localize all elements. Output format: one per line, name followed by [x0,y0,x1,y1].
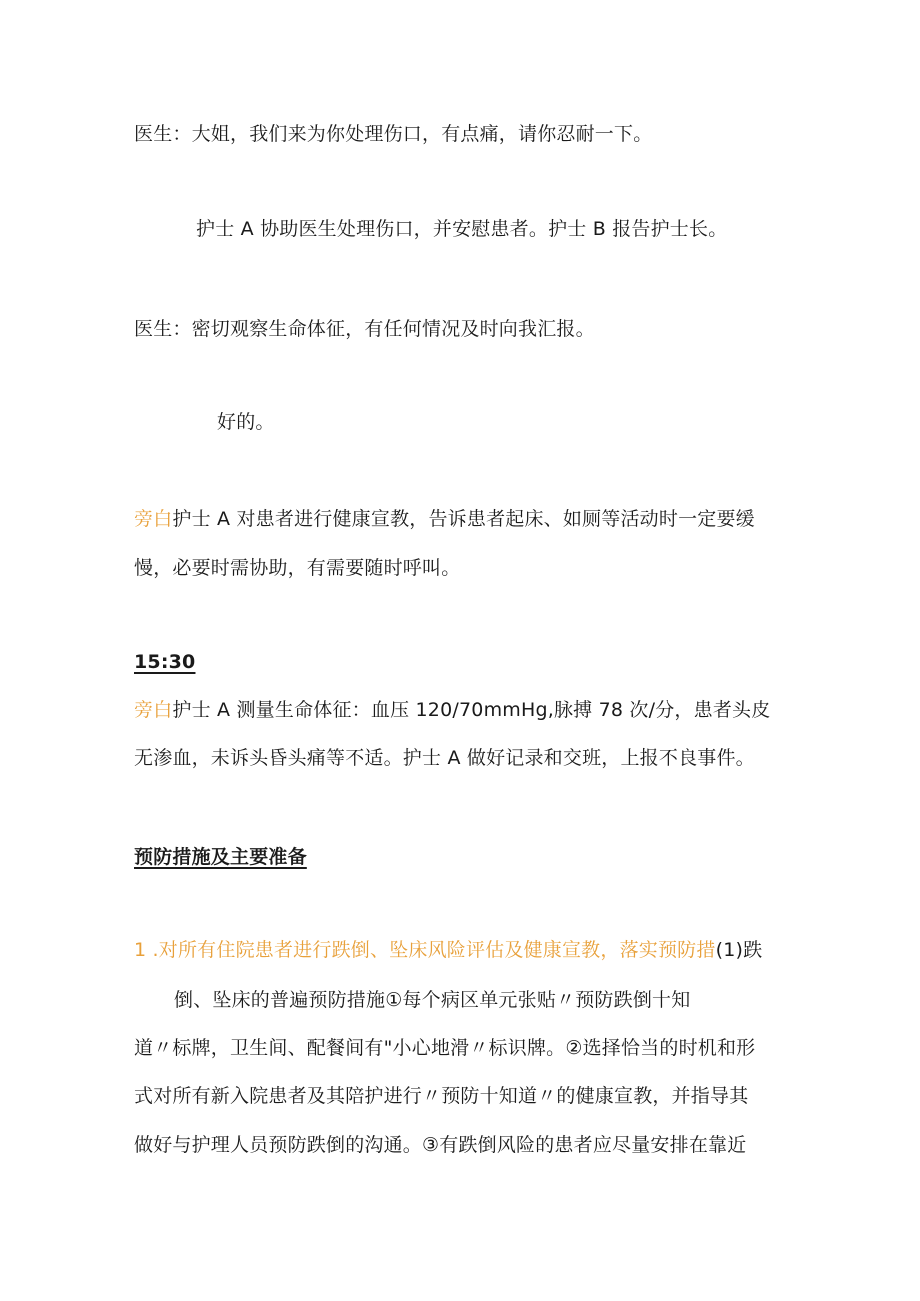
section-title: 预防措施及主要准备 [134,846,307,868]
list-item-1-title: 1 .对所有住院患者进行跌倒、坠床风险评估及健康宣教，落实预防措 [134,939,716,961]
list-item-1-line-5: 做好与护理人员预防跌倒的沟通。③有跌倒风险的患者应尽量安排在靠近 [134,1134,747,1156]
time-heading: 15:30 [134,651,196,673]
narration-paragraph-2-cont: 无渗血，未诉头昏头痛等不适。护士 A 做好记录和交班，上报不良事件。 [134,747,755,769]
list-item-1-line-2: 倒、坠床的普遍预防措施①每个病区单元张贴〃预防跌倒十知 [174,989,691,1011]
dialogue-doctor-2: 医生：密切观察生命体征，有任何情况及时向我汇报。 [134,318,595,340]
list-item-1-line-3: 道〃标牌，卫生间、配餐间有"小心地滑〃标识牌。②选择恰当的时机和形 [134,1037,756,1059]
narration-text: 护士 A 对患者进行健康宣教，告诉患者起床、如厕等活动时一定要缓 [172,508,755,530]
narration-paragraph-1-cont: 慢，必要时需协助，有需要随时呼叫。 [134,557,461,579]
list-item-1 [134,938,762,962]
narration-tag: 旁白 [134,699,173,721]
narration-text: 护士 A 测量生命体征：血压 120/70mmHg,脉搏 78 次/分，患者头皮 [172,699,771,721]
narration-paragraph-1 [134,507,755,531]
action-nurse-a: 护士 A 协助医生处理伤口，并安慰患者。护士 B 报告护士长。 [196,218,728,240]
dialogue-reply: 好的。 [217,411,275,433]
narration-tag: 旁白 [134,508,173,530]
list-item-1-line-4: 式对所有新入院患者及其陪护进行〃预防十知道〃的健康宣教，并指导其 [134,1085,749,1107]
narration-paragraph-2 [134,698,770,722]
list-item-1-sub: (1)跌 [715,939,763,961]
dialogue-doctor-1: 医生：大姐，我们来为你处理伤口，有点痛，请你忍耐一下。 [134,123,653,145]
